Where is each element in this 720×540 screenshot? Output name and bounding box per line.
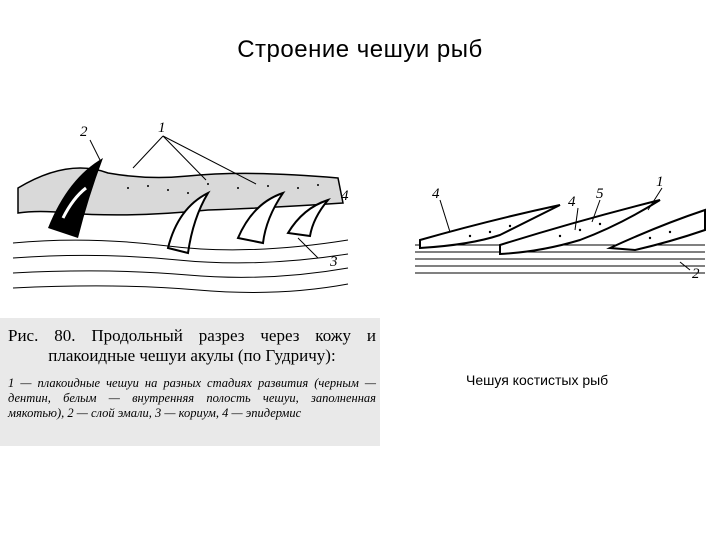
label-4b: 4 (568, 194, 576, 210)
caption-heading (8, 326, 376, 366)
figure-caption-box (0, 318, 380, 446)
label-1: 1 (656, 174, 664, 190)
bony-fish-caption: Чешуя костистых рыб (466, 372, 609, 388)
bony-fish-scale-illustration (410, 170, 710, 290)
label-4a: 4 (432, 186, 440, 202)
caption-legend: 1 — плакоидные чешуи на разных стадиях развития (черным — дентин, белым — внутренняя полость чешуи, заполненная мякотью), 2 — слой эмали, 3 — кориум, 4 — эпидермис (8, 376, 376, 420)
caption-line-1: Рис. 80. Продольный разрез через кожу и (8, 326, 376, 345)
label-5: 5 (596, 186, 604, 202)
page-title: Строение чешуи рыб (237, 36, 483, 63)
label-4: 4 (341, 188, 349, 204)
label-2: 2 (80, 124, 88, 140)
label-1: 1 (158, 120, 166, 136)
label-2: 2 (692, 266, 700, 282)
shark-skin-section-illustration (8, 118, 358, 298)
caption-line-2: плакоидные чешуи акулы (по Гудричу): (48, 346, 336, 365)
label-3: 3 (330, 254, 338, 270)
